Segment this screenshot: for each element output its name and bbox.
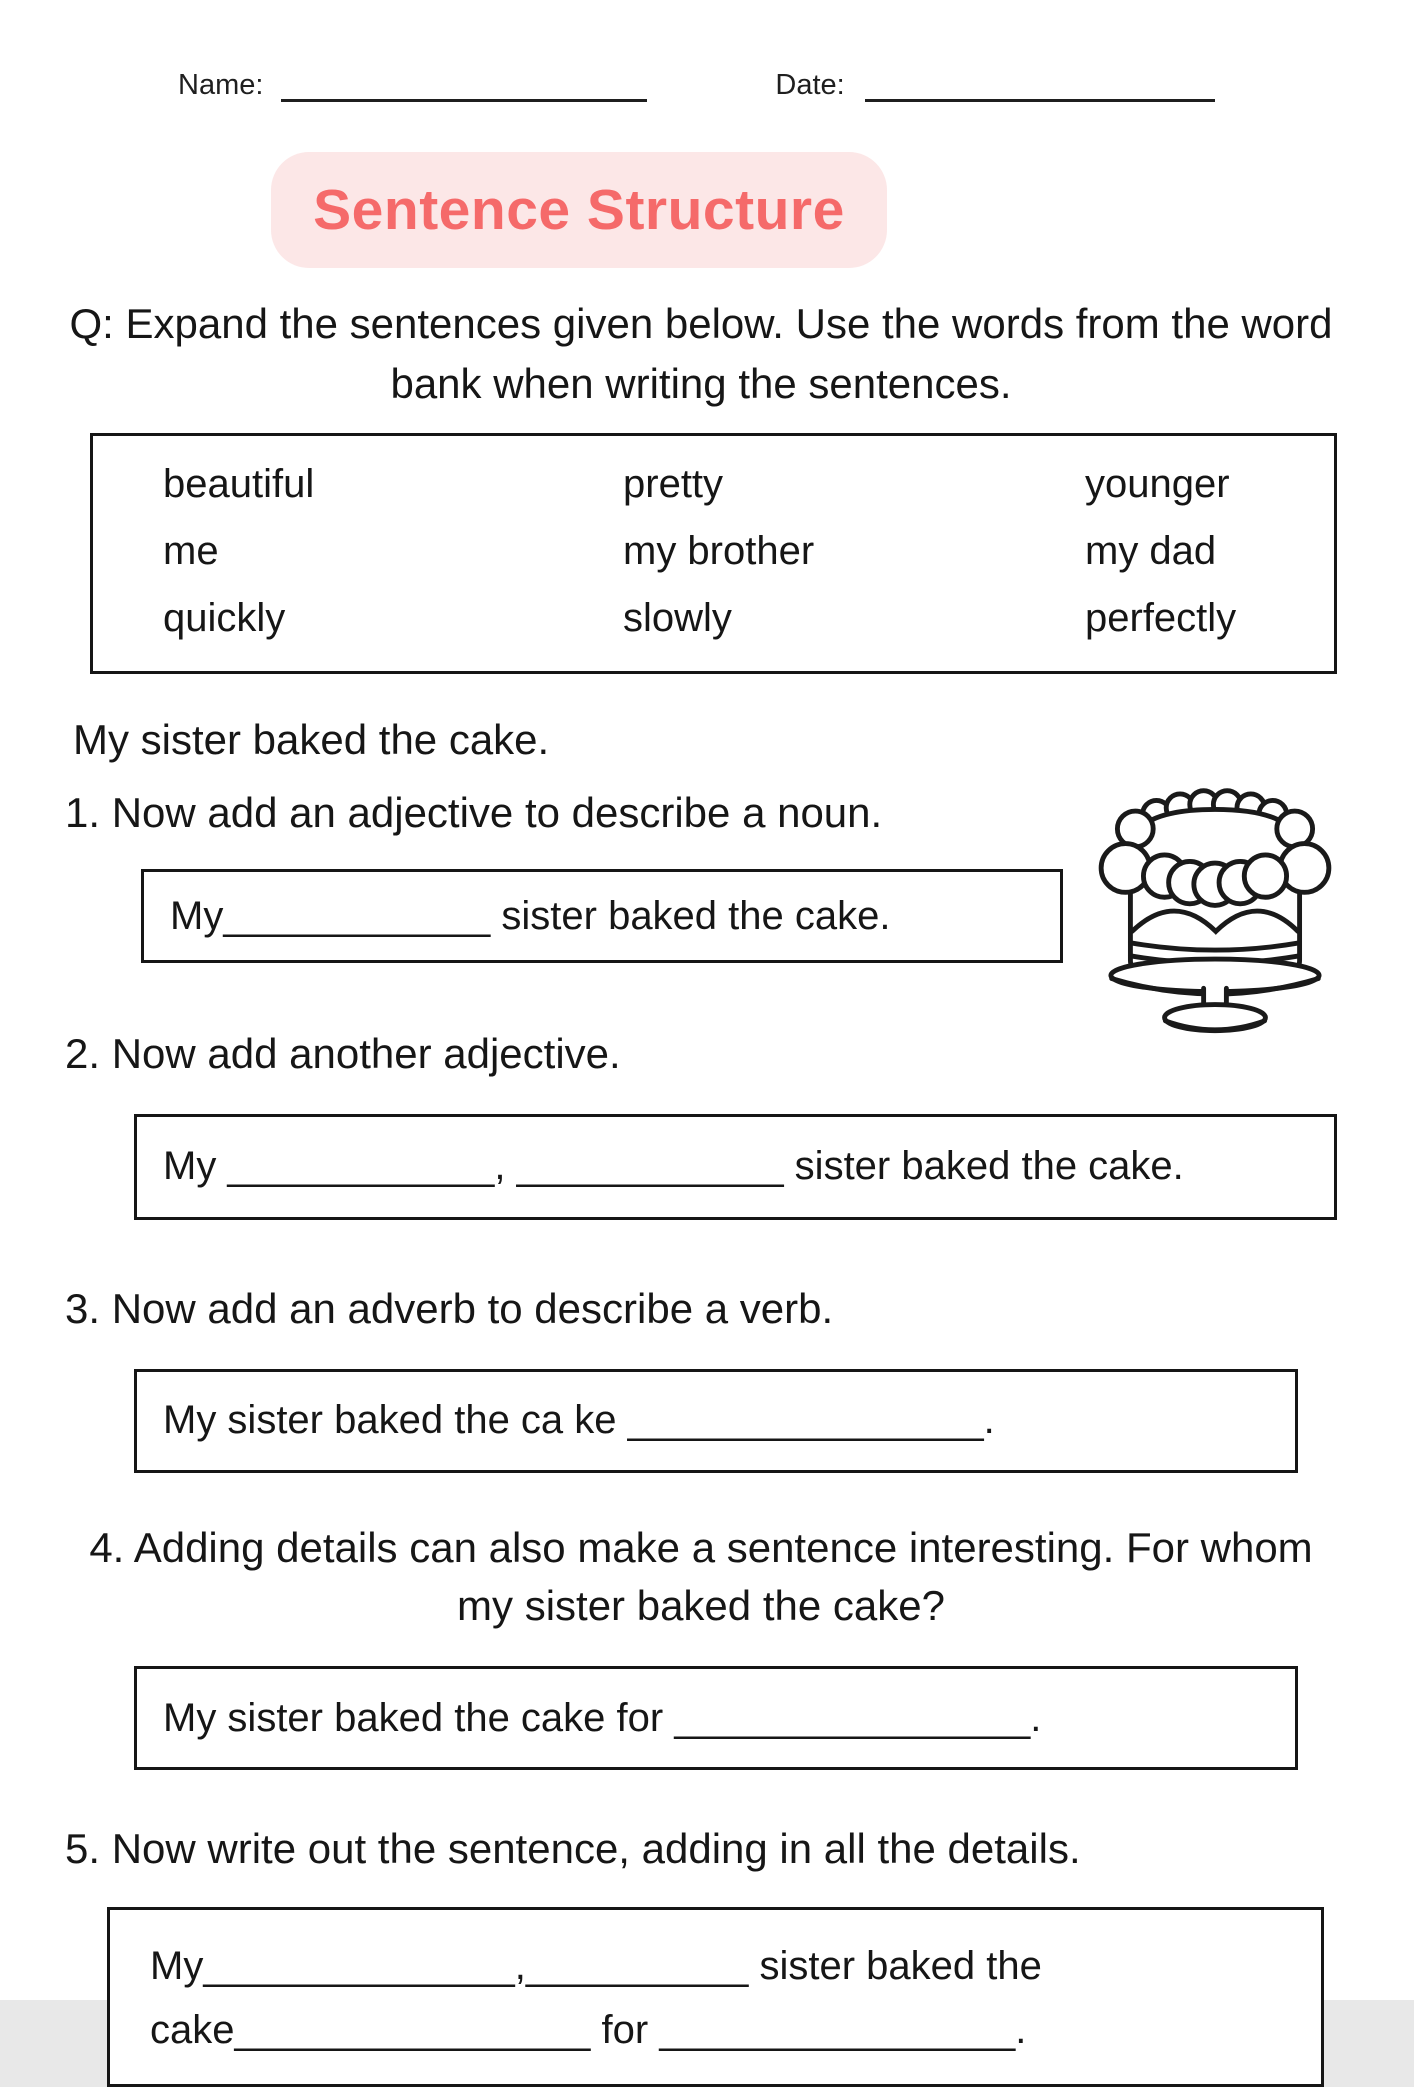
name-blank-line[interactable] xyxy=(281,66,647,102)
item-1-prompt: 1. Now add an adjective to describe a noun. xyxy=(65,789,883,837)
item-2-answer-box[interactable] xyxy=(134,1114,1337,1220)
date-label: Date: xyxy=(775,69,845,101)
item-5-answer-box[interactable] xyxy=(107,1907,1324,2087)
page-title: Sentence Structure xyxy=(271,152,887,268)
exercise-item-5 xyxy=(65,1770,1337,2087)
exercise-item-4 xyxy=(65,1473,1337,1771)
word-bank-word: quickly xyxy=(163,596,286,641)
word-bank-word: beautiful xyxy=(163,462,315,507)
exercise-item-1 xyxy=(65,764,1337,963)
name-label: Name: xyxy=(178,69,264,101)
item-5-prompt: 5. Now write out the sentence, adding in all the details. xyxy=(65,1825,1081,1873)
word-bank-word: me xyxy=(163,529,219,574)
item-5-answer-line-2: cake________________ for ________________. xyxy=(150,2008,1027,2053)
item-2-answer-text: My ____________, ____________ sister baked the cake. xyxy=(163,1144,1184,1189)
item-4-prompt: 4. Adding details can also make a sentence interesting. For whom my sister baked the cake? xyxy=(89,1523,1313,1630)
item-3-answer-text: My sister baked the ca ke ________________. xyxy=(163,1398,995,1443)
word-bank-box xyxy=(90,433,1337,674)
word-bank-word: perfectly xyxy=(1085,596,1237,641)
date-blank-line[interactable] xyxy=(865,66,1215,102)
word-bank-word: pretty xyxy=(623,462,724,507)
exercise-item-2 xyxy=(65,963,1337,1220)
item-3-answer-box[interactable] xyxy=(134,1369,1298,1473)
word-bank-word: my brother xyxy=(623,529,815,574)
item-3-prompt: 3. Now add an adverb to describe a verb. xyxy=(65,1284,834,1332)
base-sentence: My sister baked the cake. xyxy=(73,716,550,764)
word-bank-word: younger xyxy=(1085,462,1230,507)
word-bank-word: my dad xyxy=(1085,529,1217,574)
item-1-answer-box[interactable] xyxy=(141,869,1063,963)
item-5-answer-line-1: My______________,__________ sister baked the xyxy=(150,1944,1042,1989)
item-4-answer-box[interactable] xyxy=(134,1666,1298,1770)
exercise-item-3 xyxy=(65,1220,1337,1473)
item-2-prompt: 2. Now add another adjective. xyxy=(65,1030,621,1078)
item-1-answer-text: My____________ sister baked the cake. xyxy=(170,893,891,938)
header xyxy=(65,66,1337,102)
item-4-answer-text: My sister baked the cake for ________________. xyxy=(163,1695,1042,1740)
word-bank-word: slowly xyxy=(623,596,732,641)
question-text: Q: Expand the sentences given below. Use the words from the word bank when writing the sentences. xyxy=(69,300,1333,407)
title-wrap xyxy=(0,152,1215,268)
